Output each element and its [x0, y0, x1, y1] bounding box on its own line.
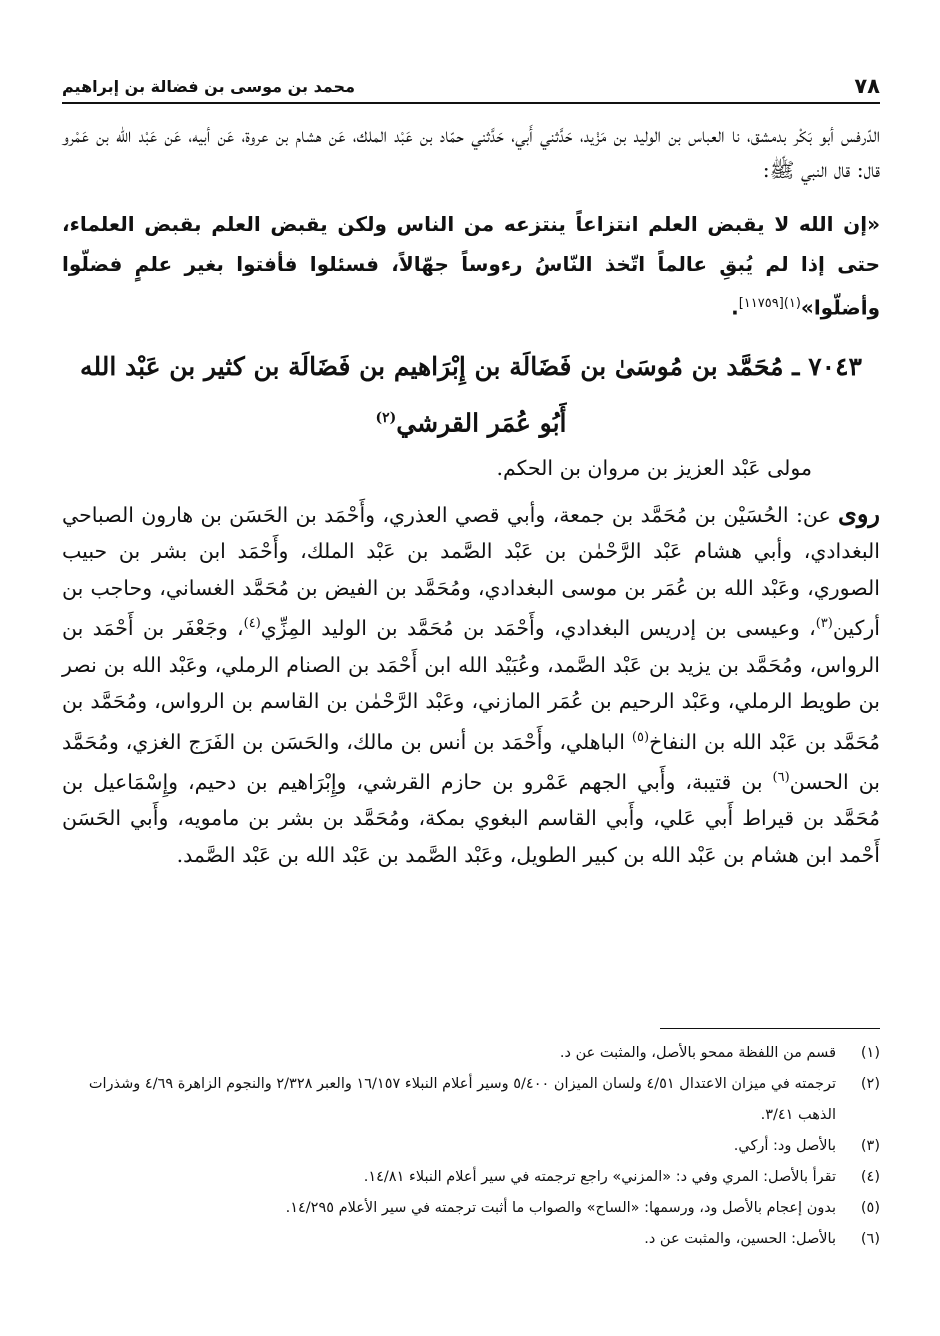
footnotes: [62, 1038, 880, 1255]
footnote-number: (٤): [860, 1169, 880, 1185]
footnote-ref-5: (٥): [631, 729, 650, 745]
footnote: [62, 1069, 880, 1131]
hadith-number: [١١٧٥٩]: [738, 296, 784, 311]
entry-title: ٧٠٤٣ ـ مُحَمَّد بن مُوسَىٰ بن فَضَالَة بن إِبْرَاهيم بن فَضَالَة بن كثير بن عَبْد الله: [80, 351, 862, 381]
footnote-text: قسم من اللفظة ممحو بالأصل، والمثبت عن د.: [559, 1045, 836, 1061]
riwaya-text-3: ، وجَعْفَر بن أَحْمَد بن الرواس، ومُحَمَّد بن يزيد بن عَبْد الصَّمد، وعُبَيْد الله ابن أَحْمَد بن الصنام الرملي، وعَبْد الله بن نصر بن طويط الرملي، وعَبْد الرحيم بن عُمَر المازني، وعَبْد الرَّحْمٰن بن القاسم بن الرواس، ومُحَمَّد بن مُحَمَّد بن عَبْد الله بن النفاخ: [62, 616, 881, 754]
footnote-number: (٣): [860, 1138, 880, 1154]
book-page: [62, 58, 880, 1318]
footnote-text: بالأصل: الحسين، والمثبت عن د.: [644, 1231, 836, 1247]
footnote-ref-6: (٦): [772, 770, 790, 786]
hadith-text: «إن الله لا يقبض العلم انتزاعاً ينتزعه من الناس ولكن يقبض العلم بقبض العلماء، حتى إذا لم يُبقِ عالماً اتّخذ النّاسُ رءوساً جهّالاً، فسئلوا فأفتوا بغير علمٍ فضلّوا وأضلّوا»: [62, 212, 880, 320]
footnote: [62, 1131, 880, 1162]
footnote: [62, 1193, 880, 1224]
footnote: [62, 1162, 880, 1193]
footnote-text: بدون إعجام بالأصل ود، ورسمها: «الساح» والصواب ما أثبت ترجمته في سير الأعلام ١٤/٢٩٥.: [285, 1200, 836, 1216]
footnote-text: ترجمته في ميزان الاعتدال ٤/٥١ ولسان الميزان ٥/٤٠٠ وسير أعلام النبلاء ١٦/١٥٧ والعبر ٢/٣٢٨ والنجوم الزاهرة ٤/٦٩ وشذرات الذهب ٣/٤١.: [88, 1076, 836, 1123]
footnote: [62, 1038, 880, 1069]
entry-subtitle: أَبُو عُمَر القرشي: [396, 407, 567, 437]
mawla-line: مولى عَبْد العزيز بن مروان بن الحكم.: [496, 455, 812, 480]
running-title: محمد بن موسى بن فضالة بن إبراهيم: [62, 77, 355, 96]
isnad-paragraph: الدّرفس أبو بَكْر بدمشق، نا العباس بن الوليد بن مَزْيد، حَدَّثني أَبي، حَدَّثني حمّاد بن عَبْد الملك، عَن هشام بن عروة، عَن أبيه، عَن عَبْد الله بن عَمْرو قال: قال النبي ﷺ:: [62, 123, 880, 182]
footnote: [62, 1224, 880, 1255]
running-header: [62, 58, 880, 104]
riwaya-text-2: ، وعيسى بن إدريس البغدادي، وأَحْمَد بن مُحَمَّد بن الوليد المِزِّي: [260, 616, 816, 641]
hadith-end: .: [731, 295, 739, 320]
footnote-number: (٦): [860, 1231, 880, 1247]
footnote-number: (٢): [860, 1076, 880, 1092]
riwaya-label: روى: [838, 498, 880, 528]
page-number: ٧٨: [854, 74, 880, 98]
riwaya-paragraph: [62, 496, 880, 873]
entry-subtitle-line: [62, 394, 880, 447]
footnote-number: (٥): [860, 1200, 880, 1216]
footnote-ref-3: (٣): [815, 616, 833, 632]
footnote-text: تقرأ بالأصل: المري وفي د: «المزني» راجع ترجمته في سير أعلام النبلاء ١٤/٨١.: [363, 1169, 836, 1185]
riwaya-text-1: عن: الحُسَيْن بن مُحَمَّد بن جمعة، وأبي قصي العذري، وأَحْمَد بن الحَسَن بن هارون الصباحي البغدادي، وأبي هشام عَبْد الرَّحْمٰن بن عَبْد الصَّمد بن عَبْد الملك، وأَحْمَد ابن بشر بن حبيب الصوري، وعَبْد الله بن عُمَر بن موسى البغدادي، ومُحَمَّد بن الفيض بن مُحَمَّد الغساني، وحاجب بن أركين: [62, 502, 880, 641]
footnote-ref-1: (١): [783, 296, 801, 311]
hadith-paragraph: [62, 204, 880, 328]
footnote-ref-2: (٢): [375, 409, 397, 426]
footnote-number: (١): [860, 1045, 880, 1061]
riwaya-text-4: الباهلي، وأَحْمَد بن أنس بن مالك، والحَسَن بن الفَرَج الغزي، ومُحَمَّد بن الحسن: [62, 729, 880, 794]
riwaya-text-5: بن قتيبة، وأَبي الجهم عَمْرو بن حازم القرشي، وإِبْرَاهيم بن دحيم، وإِسْمَاعيل بن مُحَمَّد بن قيراط أَبي عَلي، وأَبي القاسم البغوي بمكة، ومُحَمَّد بن بشر بن مامويه، وأَبي الحَسَن أَحْمد ابن هشام بن عَبْد الله بن كبير الطويل، وعَبْد الصَّمد بن عَبْد الله بن عَبْد الصَّمد.: [62, 769, 880, 867]
footnote-divider: [660, 1028, 880, 1029]
footnote-ref-4: (٤): [243, 616, 261, 632]
footnote-text: بالأصل ود: أركي.: [733, 1138, 836, 1154]
